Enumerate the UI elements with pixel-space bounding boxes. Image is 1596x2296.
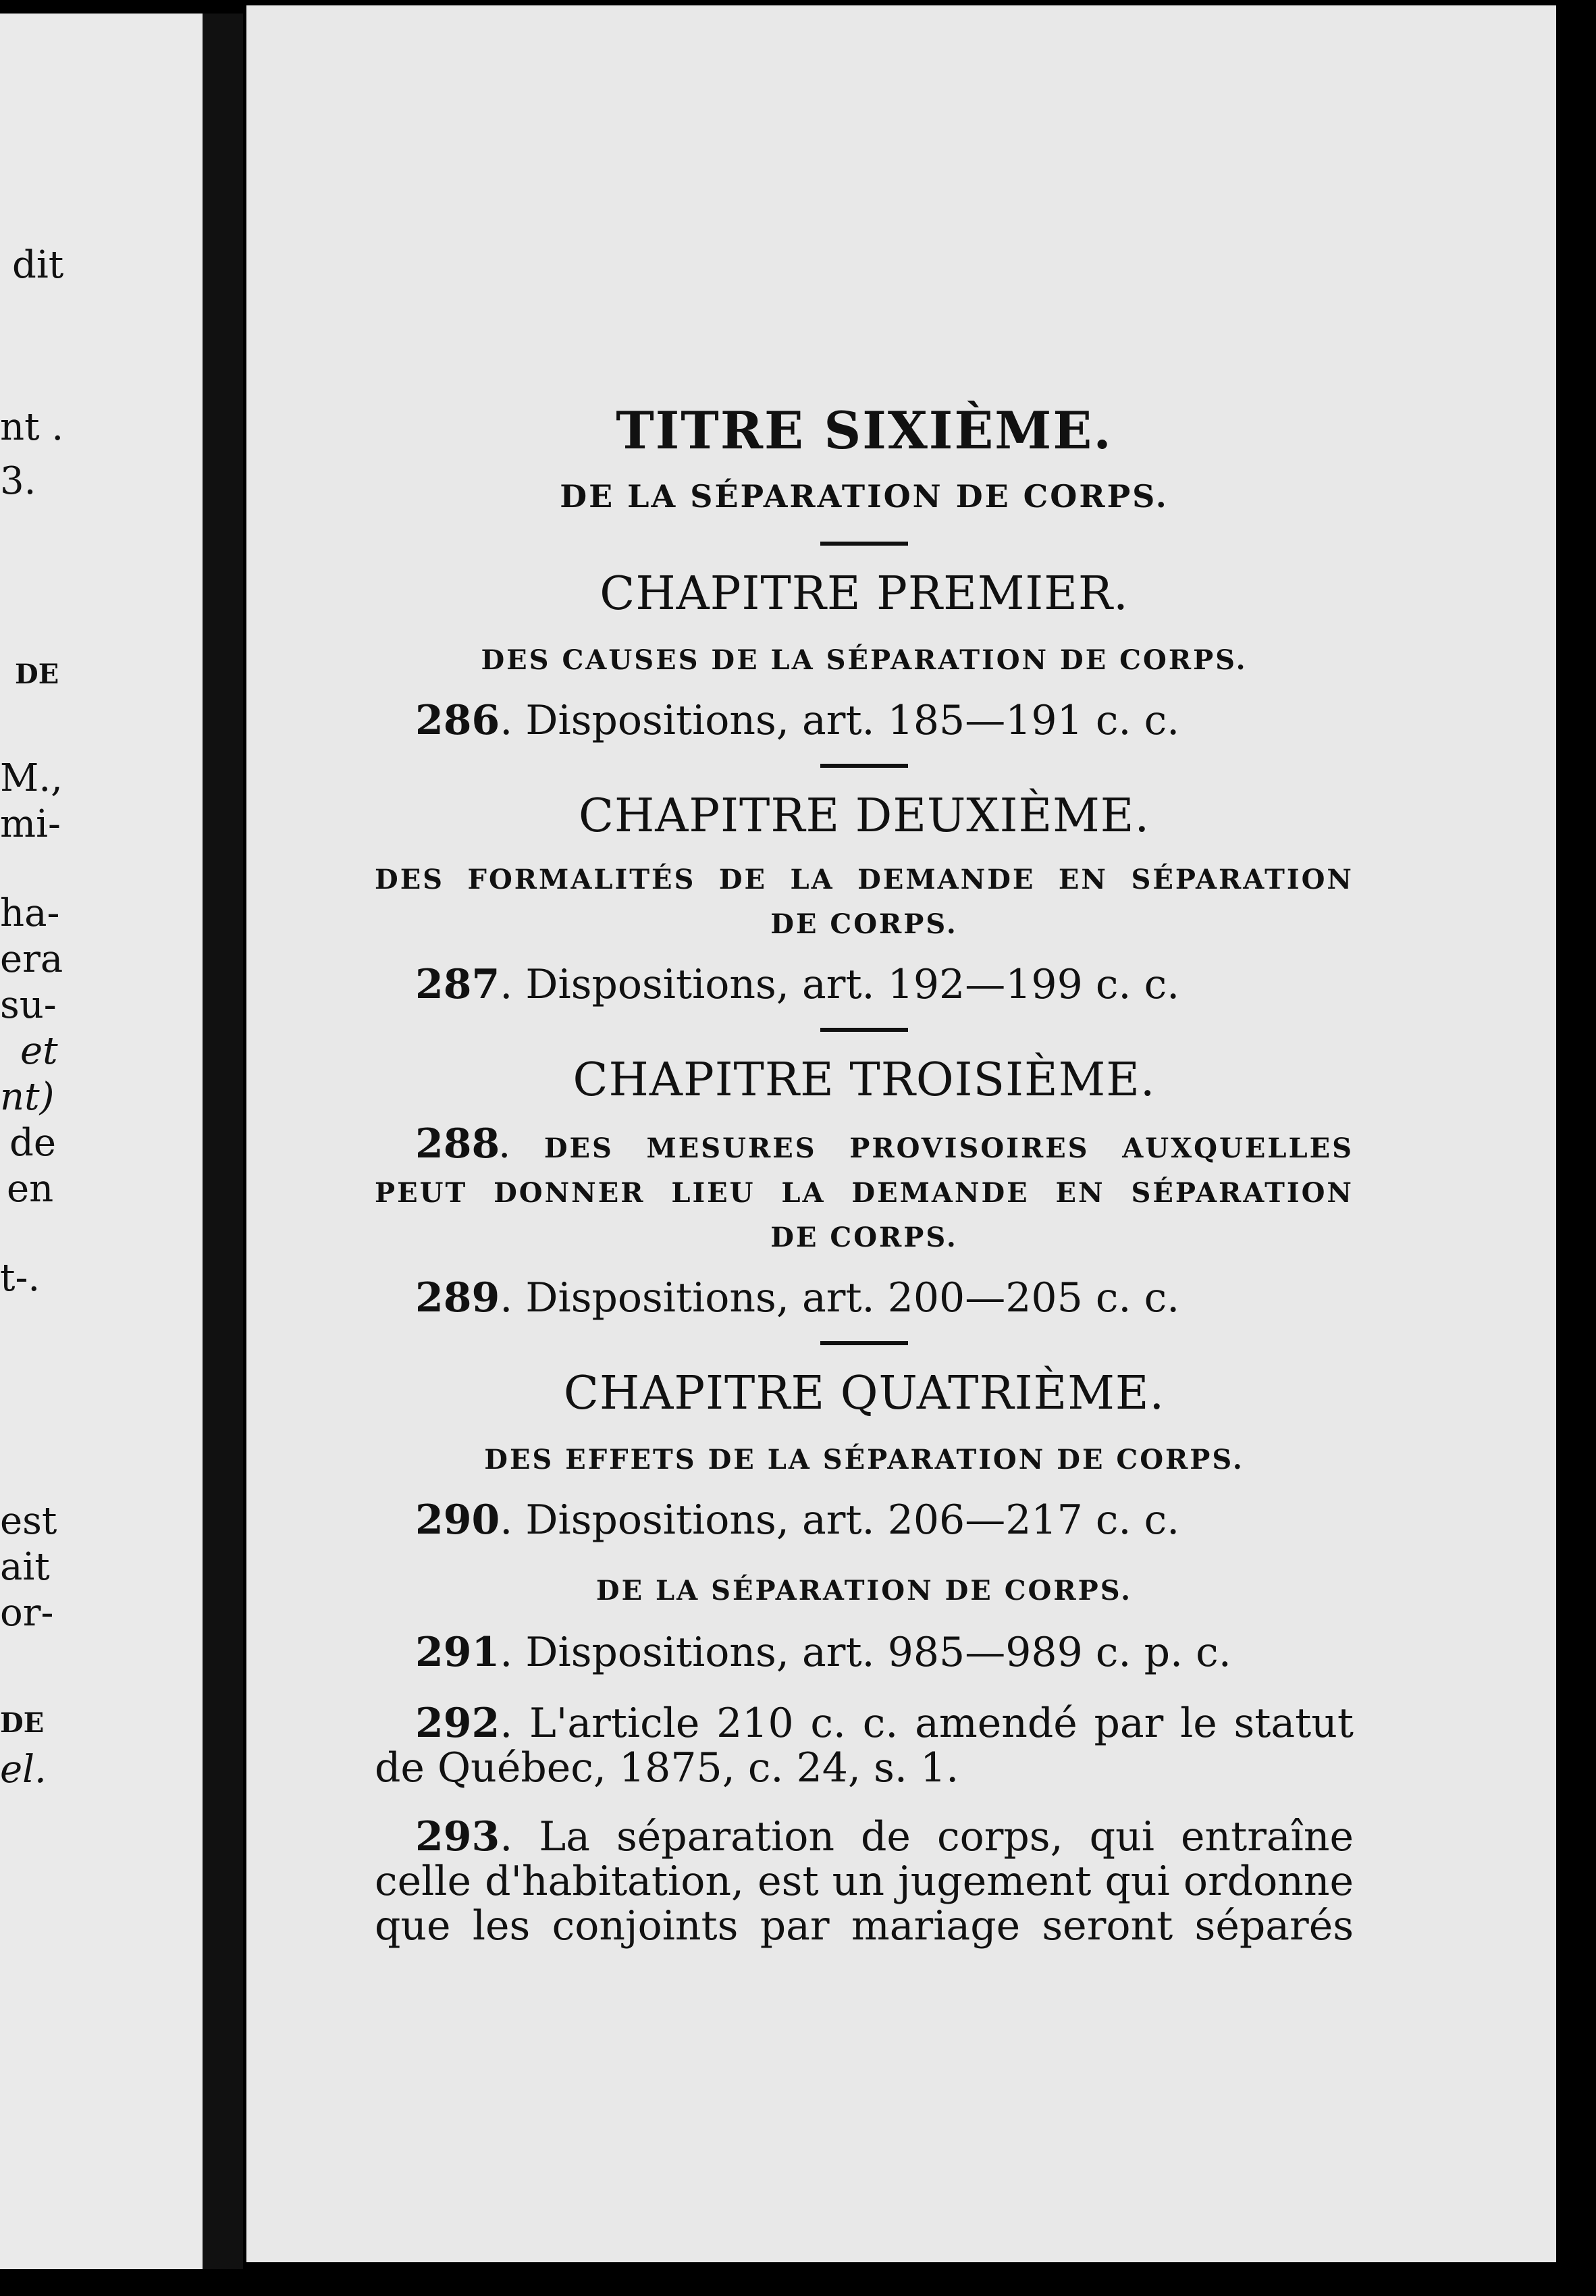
book-page (246, 5, 1556, 2262)
left-page-fragment (0, 14, 223, 2269)
chapter-heading: CHAPITRE PREMIER. (600, 567, 1129, 621)
article-286 (375, 696, 1354, 745)
article-text: . Dispositions, art. 206—217 c. c. (500, 1496, 1180, 1544)
left-page-text: t-. (0, 1256, 41, 1300)
article-number: 289 (415, 1274, 500, 1322)
left-page-text: DE (15, 658, 59, 690)
left-page-text: su- (0, 983, 57, 1027)
article-number: 286 (415, 697, 500, 744)
article-number: 288 (415, 1120, 500, 1168)
chapter-subheading-cont: DE CORPS. (770, 908, 958, 940)
article-287 (375, 960, 1354, 1009)
left-page-text: en (7, 1167, 54, 1211)
section-heading: DE LA SÉPARATION DE CORPS. (595, 1575, 1133, 1607)
article-293-line (375, 1815, 1354, 1859)
book-gutter (203, 14, 243, 2269)
article-290 (375, 1496, 1354, 1544)
article-text: . Dispositions, art. 192—199 c. c. (500, 961, 1180, 1008)
article-288 (375, 1122, 1354, 1260)
article-288-line (375, 1122, 1354, 1171)
left-page-text: DE (0, 1707, 45, 1739)
article-291 (375, 1628, 1354, 1677)
left-page-text: est (0, 1499, 57, 1543)
article-289 (375, 1274, 1354, 1322)
article-293-line: celle d'habitation, est un jugement qui ordonne (375, 1858, 1354, 1905)
article-292-line (375, 1701, 1354, 1746)
left-page-text: ha- (0, 891, 60, 935)
chapter-heading: CHAPITRE TROISIÈME. (573, 1053, 1156, 1107)
chapter-subheading: DES EFFETS DE LA SÉPARATION DE CORPS. (484, 1444, 1244, 1476)
article-293-line: que les conjoints par mariage seront séparés (375, 1902, 1354, 1950)
left-page-text: nt) (0, 1075, 55, 1119)
chapter-heading: CHAPITRE DEUXIÈME. (578, 789, 1150, 843)
article-text: . Dispositions, art. 985—989 c. p. c. (500, 1629, 1231, 1676)
left-page-text: de (9, 1121, 56, 1165)
article-number: 291 (415, 1629, 500, 1676)
article-text: . L'article 210 c. c. amendé par le statut (500, 1700, 1354, 1747)
left-page-text: et (20, 1029, 58, 1073)
article-number: 293 (415, 1813, 500, 1860)
left-page-text: dit (12, 243, 64, 287)
article-288-line: DE CORPS. (770, 1222, 958, 1253)
article-number: 287 (415, 961, 500, 1008)
left-page-text: ait (0, 1545, 50, 1589)
article-293 (375, 1815, 1354, 1948)
divider-rule (820, 1341, 908, 1345)
left-page-text: 3. (0, 459, 36, 503)
divider-rule (820, 1028, 908, 1032)
left-page-text: el. (0, 1748, 47, 1792)
article-number: 292 (415, 1700, 500, 1747)
left-page-text: nt . (0, 405, 64, 449)
article-292-line: de Québec, 1875, c. 24, s. 1. (375, 1744, 959, 1792)
divider-rule (820, 764, 908, 768)
page-title: TITRE SIXIÈME. (616, 400, 1113, 461)
article-288-line: PEUT DONNER LIEU LA DEMANDE EN SÉPARATION (375, 1177, 1354, 1209)
left-page-text: mi- (0, 802, 61, 846)
left-page-text: era (0, 937, 63, 981)
chapter-heading: CHAPITRE QUATRIÈME. (563, 1367, 1165, 1420)
article-text: . Dispositions, art. 185—191 c. c. (500, 697, 1180, 744)
left-page-text: or- (0, 1591, 54, 1635)
article-292 (375, 1701, 1354, 1790)
divider-rule (820, 542, 908, 546)
page-subtitle: DE LA SÉPARATION DE CORPS. (560, 478, 1169, 515)
left-page-text: M., (0, 756, 63, 800)
article-text: . Dispositions, art. 200—205 c. c. (500, 1274, 1180, 1322)
page-content (375, 400, 1354, 1948)
article-text: . La séparation de corps, qui entraîne (500, 1813, 1354, 1860)
chapter-subheading: DES CAUSES DE LA SÉPARATION DE CORPS. (481, 644, 1248, 676)
article-text: . DES MESURES PROVISOIRES AUXQUELLES (500, 1132, 1354, 1164)
chapter-subheading: DES FORMALITÉS DE LA DEMANDE EN SÉPARATION (375, 864, 1354, 895)
article-number: 290 (415, 1496, 500, 1544)
